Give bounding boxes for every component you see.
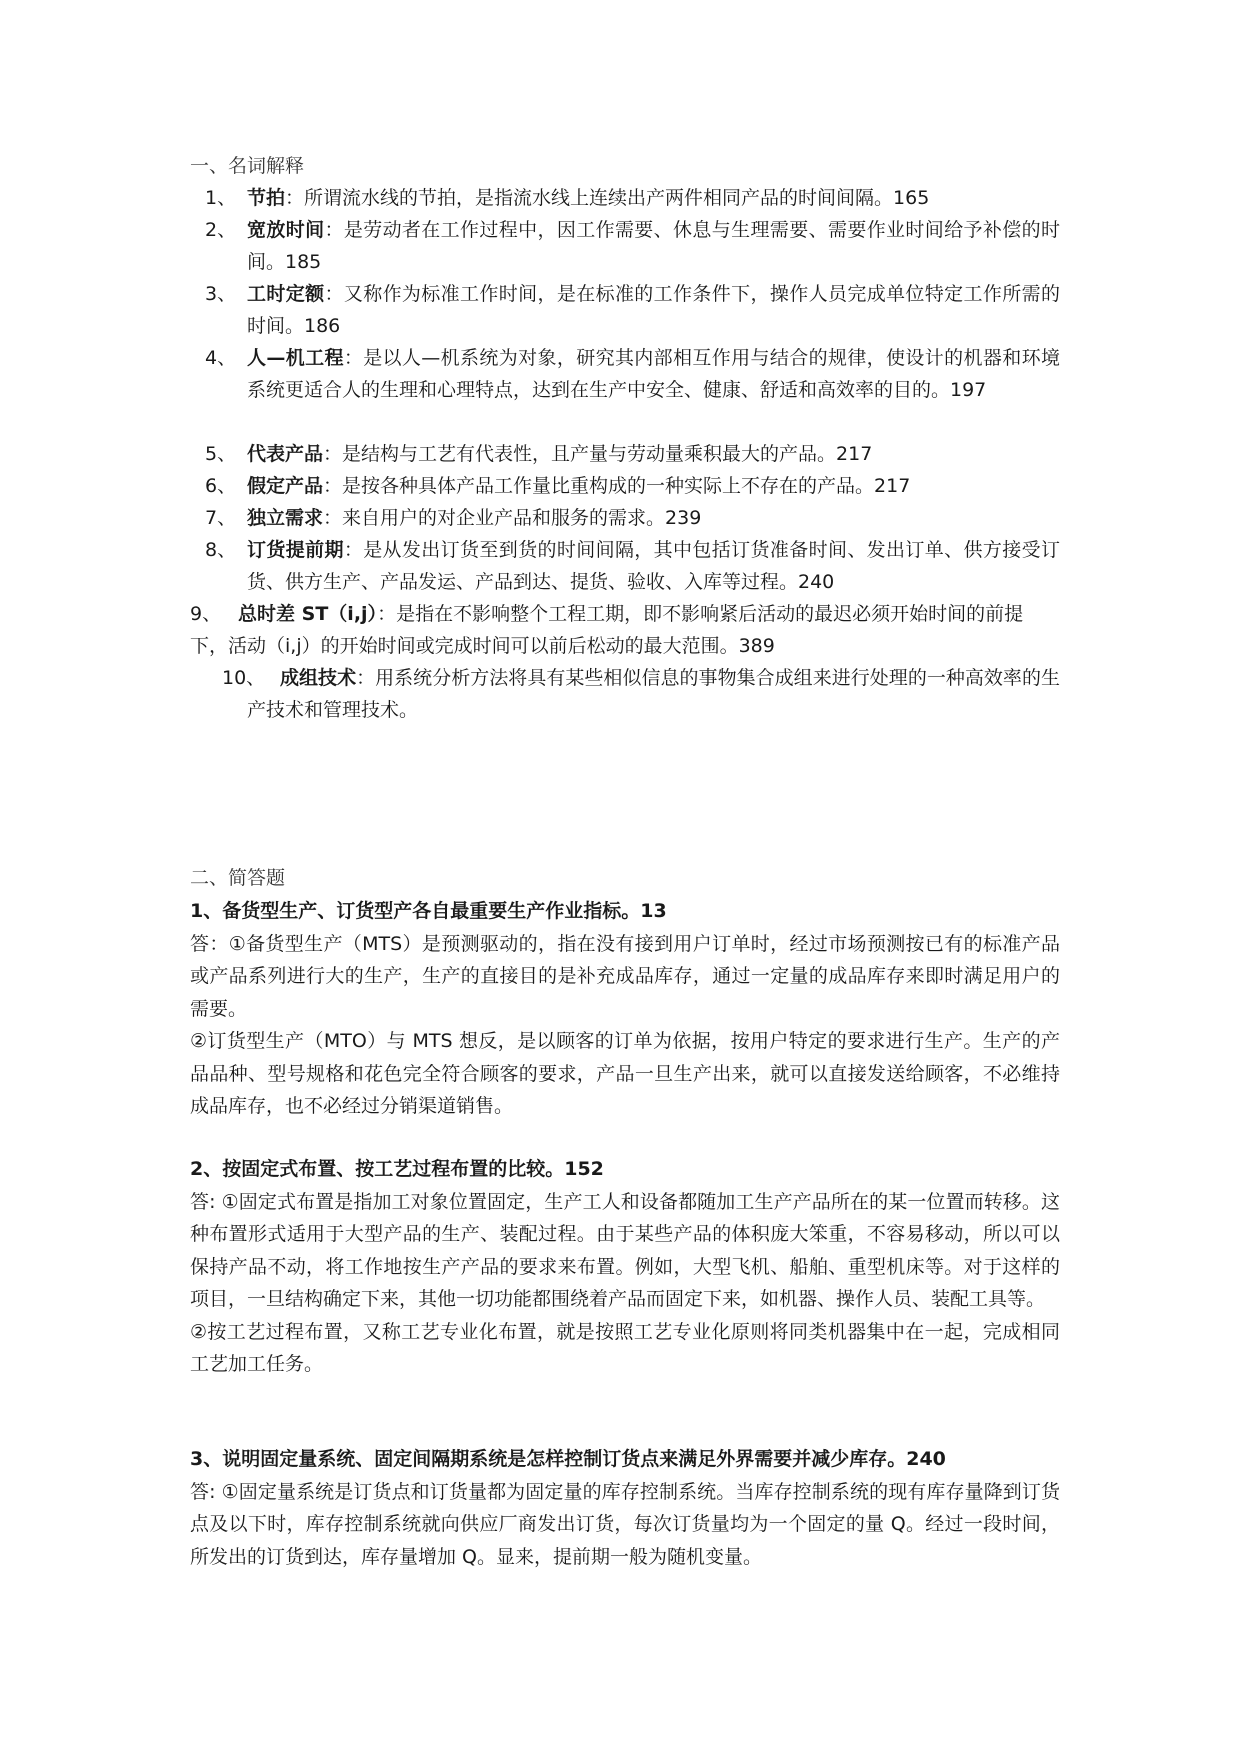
definition-number: 1、 (205, 187, 237, 209)
definition-number: 7、 (205, 507, 237, 529)
definition-text: ：是从发出订货至到货的时间间隔，其中包括订货准备时间、发出订单、供方接受订货、供方生产、产品发运、产品到达、提货、验收、入库等过程。240 (247, 539, 1060, 593)
definition-text: ：是按各种具体产品工作量比重构成的一种实际上不存在的产品。217 (323, 475, 911, 497)
definition-text: ：来自用户的对企业产品和服务的需求。239 (323, 507, 702, 529)
definition-item (205, 502, 1060, 534)
definition-term: 成组技术 (280, 667, 357, 689)
section2-heading: 二、简答题 (190, 867, 286, 889)
answer-paragraph: 答：①备货型生产（MTS）是预测驱动的，指在没有接到用户订单时，经过市场预测按已有的标准产品或产品系列进行大的生产，生产的直接目的是补充成品库存，通过一定量的成品库存来即时满足用户的需要。 (190, 932, 1060, 1020)
answer-paragraph: ②订货型生产（MTO）与 MTS 想反，是以顾客的订单为依据，按用户特定的要求进行生产。生产的产品品种、型号规格和花色完全符合顾客的要求，产品一旦生产出来，就可以直接发送给顾客，不必维持成品库存，也不必经过分销渠道销售。 (190, 1030, 1060, 1117)
definition-item (205, 182, 1060, 214)
definition-number: 8、 (205, 539, 237, 561)
qa-block (190, 1443, 1060, 1573)
qa-block (190, 1153, 1060, 1381)
definition-item (205, 342, 1060, 406)
definition-text: ：是以人—机系统为对象，研究其内部相互作用与结合的规律，使设计的机器和环境系统更适合人的生理和心理特点，达到在生产中安全、健康、舒适和高效率的目的。197 (247, 347, 1060, 401)
question-title: 1、备货型生产、订货型产各自最重要生产作业指标。13 (190, 900, 667, 922)
definition-item (205, 214, 1060, 278)
definition-term: 代表产品 (247, 443, 324, 465)
definition-number: 9、 (190, 603, 222, 625)
definition-term: 宽放时间 (247, 219, 325, 241)
definition-text: ：所谓流水线的节拍，是指流水线上连续出产两件相同产品的时间间隔。165 (285, 187, 930, 209)
answer-paragraph: 答: ①固定式布置是指加工对象位置固定，生产工人和设备都随加工生产产品所在的某一位置而转移。这种布置形式适用于大型产品的生产、装配过程。由于某些产品的体积庞大笨重，不容易移动，所以可以保持产品不动，将工作地按生产产品的要求来布置。例如，大型飞机、船舶、重型机床等。对于这样的项目，一旦结构确定下来，其他一切功能都围绕着产品而固定下来，如机器、操作人员、装配工具等。 (190, 1190, 1060, 1310)
definition-term: 工时定额 (247, 283, 325, 305)
definition-term: 假定产品 (247, 475, 324, 497)
definition-number: 5、 (205, 443, 237, 465)
definition-text: ：是指在不影响整个工程工期，即不影响紧后活动的最迟必须开始时间的前提下，活动（i,j）的开始时间或完成时间可以前后松动的最大范围。389 (190, 603, 1024, 657)
qa-block (190, 895, 1060, 1123)
section1-heading: 一、名词解释 (190, 155, 305, 177)
definition-term: 总时差 ST（i,j） (238, 603, 378, 625)
definition-number: 6、 (205, 475, 237, 497)
definition-term: 节拍 (247, 187, 286, 209)
definition-item (205, 438, 1060, 470)
definition-number: 10、 (222, 667, 266, 689)
definition-item (205, 534, 1060, 598)
definition-item (205, 278, 1060, 342)
definition-text: ：又称作为标准工作时间，是在标准的工作条件下，操作人员完成单位特定工作所需的时间。186 (247, 283, 1060, 337)
answer-paragraph: 答: ①固定量系统是订货点和订货量都为固定量的库存控制系统。当库存控制系统的现有库存量降到订货点及以下时，库存控制系统就向供应厂商发出订货，每次订货量均为一个固定的量 Q。经过一段时间，所发出的订货到达，库存量增加 Q。显来，提前期一般为随机变量。 (190, 1480, 1060, 1568)
definition-term: 人—机工程 (247, 347, 344, 369)
definition-term: 独立需求 (247, 507, 324, 529)
definition-number: 3、 (205, 283, 237, 305)
answer-paragraph: ②按工艺过程布置，又称工艺专业化布置，就是按照工艺专业化原则将同类机器集中在一起，完成相同工艺加工任务。 (190, 1320, 1060, 1375)
definition-item (190, 598, 1060, 662)
definition-item (205, 662, 1060, 726)
definition-item (205, 470, 1060, 502)
definition-number: 2、 (205, 219, 237, 241)
definition-text: ：用系统分析方法将具有某些相似信息的事物集合成组来进行处理的一种高效率的生产技术和管理技术。 (247, 667, 1060, 721)
definition-term: 订货提前期 (247, 539, 344, 561)
definition-number: 4、 (205, 347, 237, 369)
question-title: 3、说明固定量系统、固定间隔期系统是怎样控制订货点来满足外界需要并减少库存。240 (190, 1448, 946, 1470)
definition-text: ：是劳动者在工作过程中，因工作需要、休息与生理需要、需要作业时间给予补偿的时间。185 (247, 219, 1060, 273)
question-title: 2、按固定式布置、按工艺过程布置的比较。152 (190, 1158, 604, 1180)
definition-text: ：是结构与工艺有代表性，且产量与劳动量乘积最大的产品。217 (323, 443, 873, 465)
